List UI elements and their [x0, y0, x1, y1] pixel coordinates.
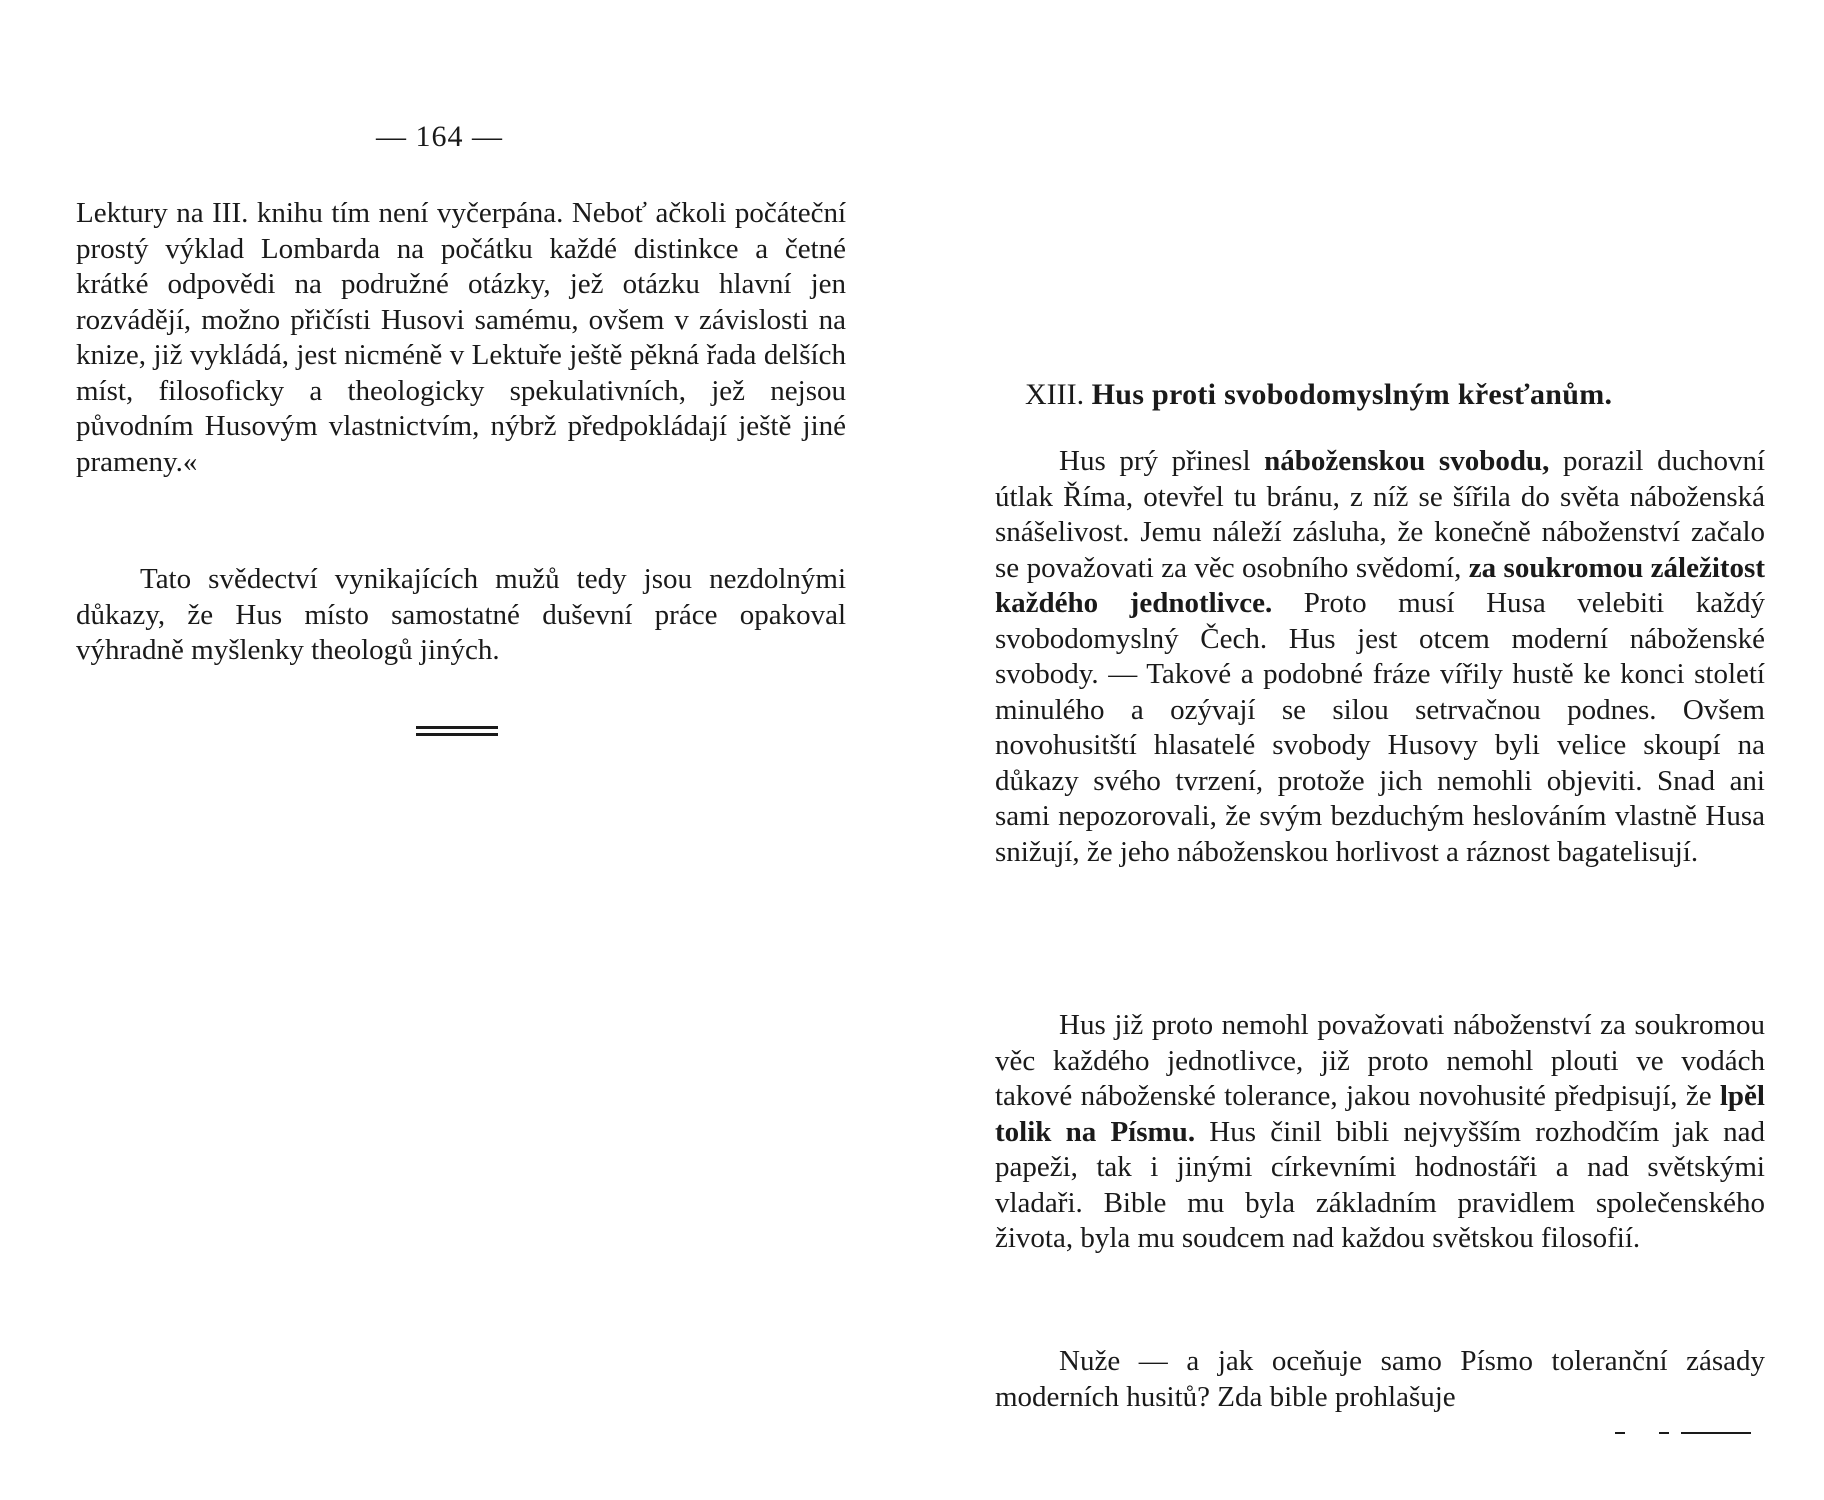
left-paragraph-1 — [76, 196, 846, 480]
paragraph-text: Lektury na III. knihu tím není vyčerpána. Neboť ačkoli počáteční prostý výklad Lombarda na počátku každé distinkce a četné krátké odpovědi na podružné otázky, jež otázku hlavní jen rozvádějí, možno přičísti Husovi samému, ovšem v závislosti na knize, již vykládá, jest nicméně v Lektuře ještě pěkná řada delších míst, filosoficky a theologicky spekulativních, jež nejsou původním Husovým vlastnictvím, nýbrž předpokládají ještě jiné prameny.« — [76, 197, 846, 478]
section-divider — [416, 726, 498, 738]
paragraph-text — [995, 444, 1765, 870]
text-run: Hus již proto nemohl považovati náboženství za soukromou věc každého jednotlivce, již proto nemohl plouti ve vodách takové náboženské tolerance, jakou novohusité předpisují, že — [995, 1009, 1765, 1112]
mark-stroke — [1615, 1432, 1625, 1434]
right-paragraph-1 — [995, 444, 1765, 870]
paragraph-text — [995, 1008, 1765, 1257]
text-run: Hus prý přinesl — [1059, 445, 1265, 477]
chapter-heading — [1025, 378, 1765, 412]
text-run: porazil duchovní útlak Říma, otevřel tu bránu, z níž se šířila do světa náboženská snášelivost. Jemu náleží zásluha, že konečně náboženství začalo se považovati za věc osobního svědomí, — [995, 445, 1765, 584]
paragraph-text: Tato svědectví vynikajících mužů tedy jsou nezdolnými důkazy, že Hus místo samostatné duševní práce opakoval výhradně myšlenky theologů jiných. — [76, 563, 846, 666]
text-run: Proto musí Husa velebiti každý svobodomyslný Čech. Hus jest otcem moderní náboženské svobody. — Takové a podobné fráze vířily hustě ke konci století minulého a ozývají se silou setrvačnou podnes. Ovšem novohusitští hlasatelé svobody Husovy byli velice skoupí na důkazy svého tvrzení, protože jich nemohli objeviti. Snad ani sami nepozorovali, že svým bezduchým heslováním vlastně Husa snižují, že jeho náboženskou horlivost a ráznost bagatelisují. — [995, 587, 1766, 868]
mark-stroke — [1681, 1432, 1751, 1434]
right-paragraph-3 — [995, 1344, 1765, 1415]
chapter-title: Hus proti svobodomyslným křesťanům. — [1091, 378, 1613, 411]
paragraph-text: Nuže — a jak oceňuje samo Písmo toleranční zásady moderních husitů? Zda bible prohlašuje — [995, 1345, 1765, 1413]
emphasis-text: za soukromou záležitost každého jednotlivce. — [995, 551, 1765, 619]
page-bottom-mark — [1615, 1428, 1765, 1438]
left-paragraph-2 — [76, 562, 846, 669]
emphasis-text: lpěl tolik na Písmu. — [995, 1080, 1765, 1148]
emphasis-text: náboženskou svobodu, — [1264, 445, 1550, 477]
divider-line — [416, 733, 498, 736]
chapter-number: XIII. — [1025, 378, 1085, 411]
page-number: — 164 — — [376, 120, 503, 153]
text-run: Hus činil bibli nejvyšším rozhodčím jak nad papeži, tak i jinými církevními hodnostáři a nad světskými vladaři. Bible mu byla základním pravidlem společenského života, byla mu soudcem nad každou světskou filosofií. — [995, 1115, 1766, 1254]
right-paragraph-2 — [995, 1008, 1765, 1257]
divider-line — [416, 726, 498, 729]
mark-stroke — [1659, 1432, 1669, 1434]
